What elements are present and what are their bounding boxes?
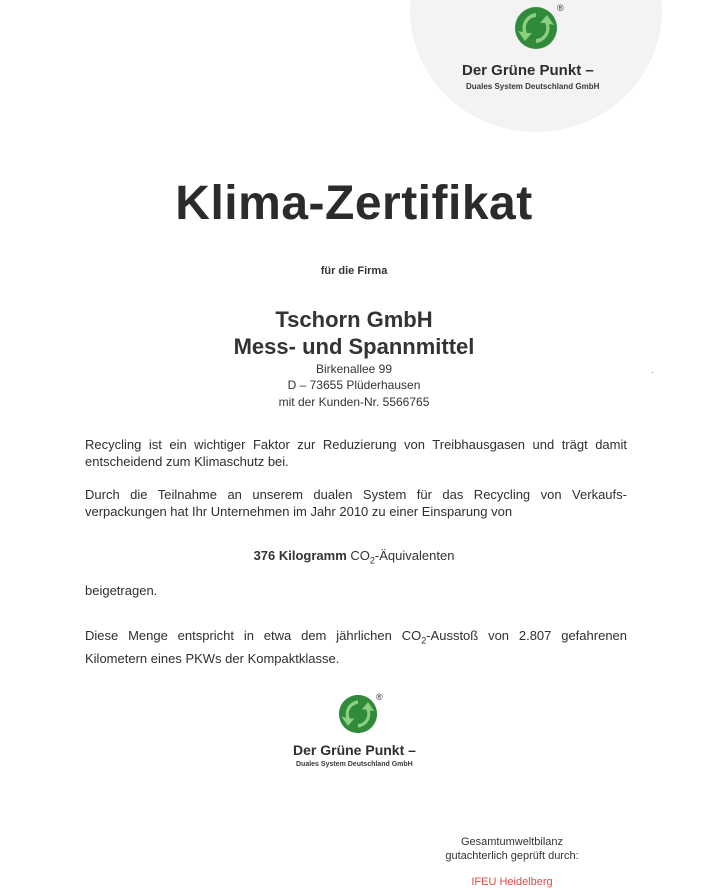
- company-name: Tschorn GmbH: [275, 307, 433, 332]
- scan-speck: [652, 372, 653, 373]
- logo-name: Der Grüne Punkt –: [462, 62, 594, 79]
- company-tagline: Mess- und Spannmittel: [233, 334, 475, 359]
- equivalent-text-b: -Ausstoß von 2.807 gefahrenen Kilometern eines PKWs der Kompaktklasse.: [85, 628, 628, 666]
- savings-amount: 376 Kilogramm: [253, 548, 347, 563]
- company-street: Birkenallee 99: [315, 362, 393, 376]
- contributed-text: beigetragen.: [85, 583, 158, 598]
- equivalent-subscript: 2: [421, 635, 427, 646]
- logo-subtitle: Duales System Deutschland GmbH: [296, 761, 413, 768]
- registered-mark: ®: [376, 692, 383, 702]
- registered-mark: ®: [557, 3, 564, 13]
- co2-subscript: 2: [369, 555, 375, 566]
- green-dot-recycling-icon: [514, 6, 558, 50]
- equivalent-text-a: Diese Menge entspricht in etwa dem jährlichen CO: [85, 628, 422, 643]
- savings-line: [0, 548, 708, 566]
- company-city: D – 73655 Plüderhausen: [287, 378, 421, 392]
- logo-subtitle: Duales System Deutschland GmbH: [466, 82, 600, 91]
- co2-unit: [350, 548, 455, 566]
- paragraph-recycling: Recycling ist ein wichtiger Faktor zur Reduzierung von Treibhausgasen und trägt damit entscheidend zum Klimaschutz bei.: [85, 437, 627, 469]
- logo-name: Der Grüne Punkt –: [293, 742, 416, 758]
- footer-line1: Gesamtumweltbilanz: [460, 836, 564, 848]
- paragraph-equivalent: [85, 627, 627, 667]
- green-dot-recycling-icon: [338, 694, 378, 734]
- certificate-title: Klima-Zertifikat: [175, 177, 533, 230]
- co2-prefix: CO: [350, 548, 370, 563]
- customer-number: mit der Kunden-Nr. 5566765: [278, 395, 430, 409]
- co2-suffix: -Äquivalenten: [374, 548, 455, 563]
- footer-reviewer: IFEU Heidelberg: [471, 876, 553, 888]
- footer-line2: gutachterlich geprüft durch:: [445, 850, 579, 862]
- paragraph-participation: Durch die Teilnahme an unserem dualen System für das Recycling von Verkaufsverpackungen hat Ihr Unternehmen im Jahr 2010 zu einer Einsparung von: [85, 487, 627, 519]
- for-company-label: für die Firma: [320, 265, 388, 277]
